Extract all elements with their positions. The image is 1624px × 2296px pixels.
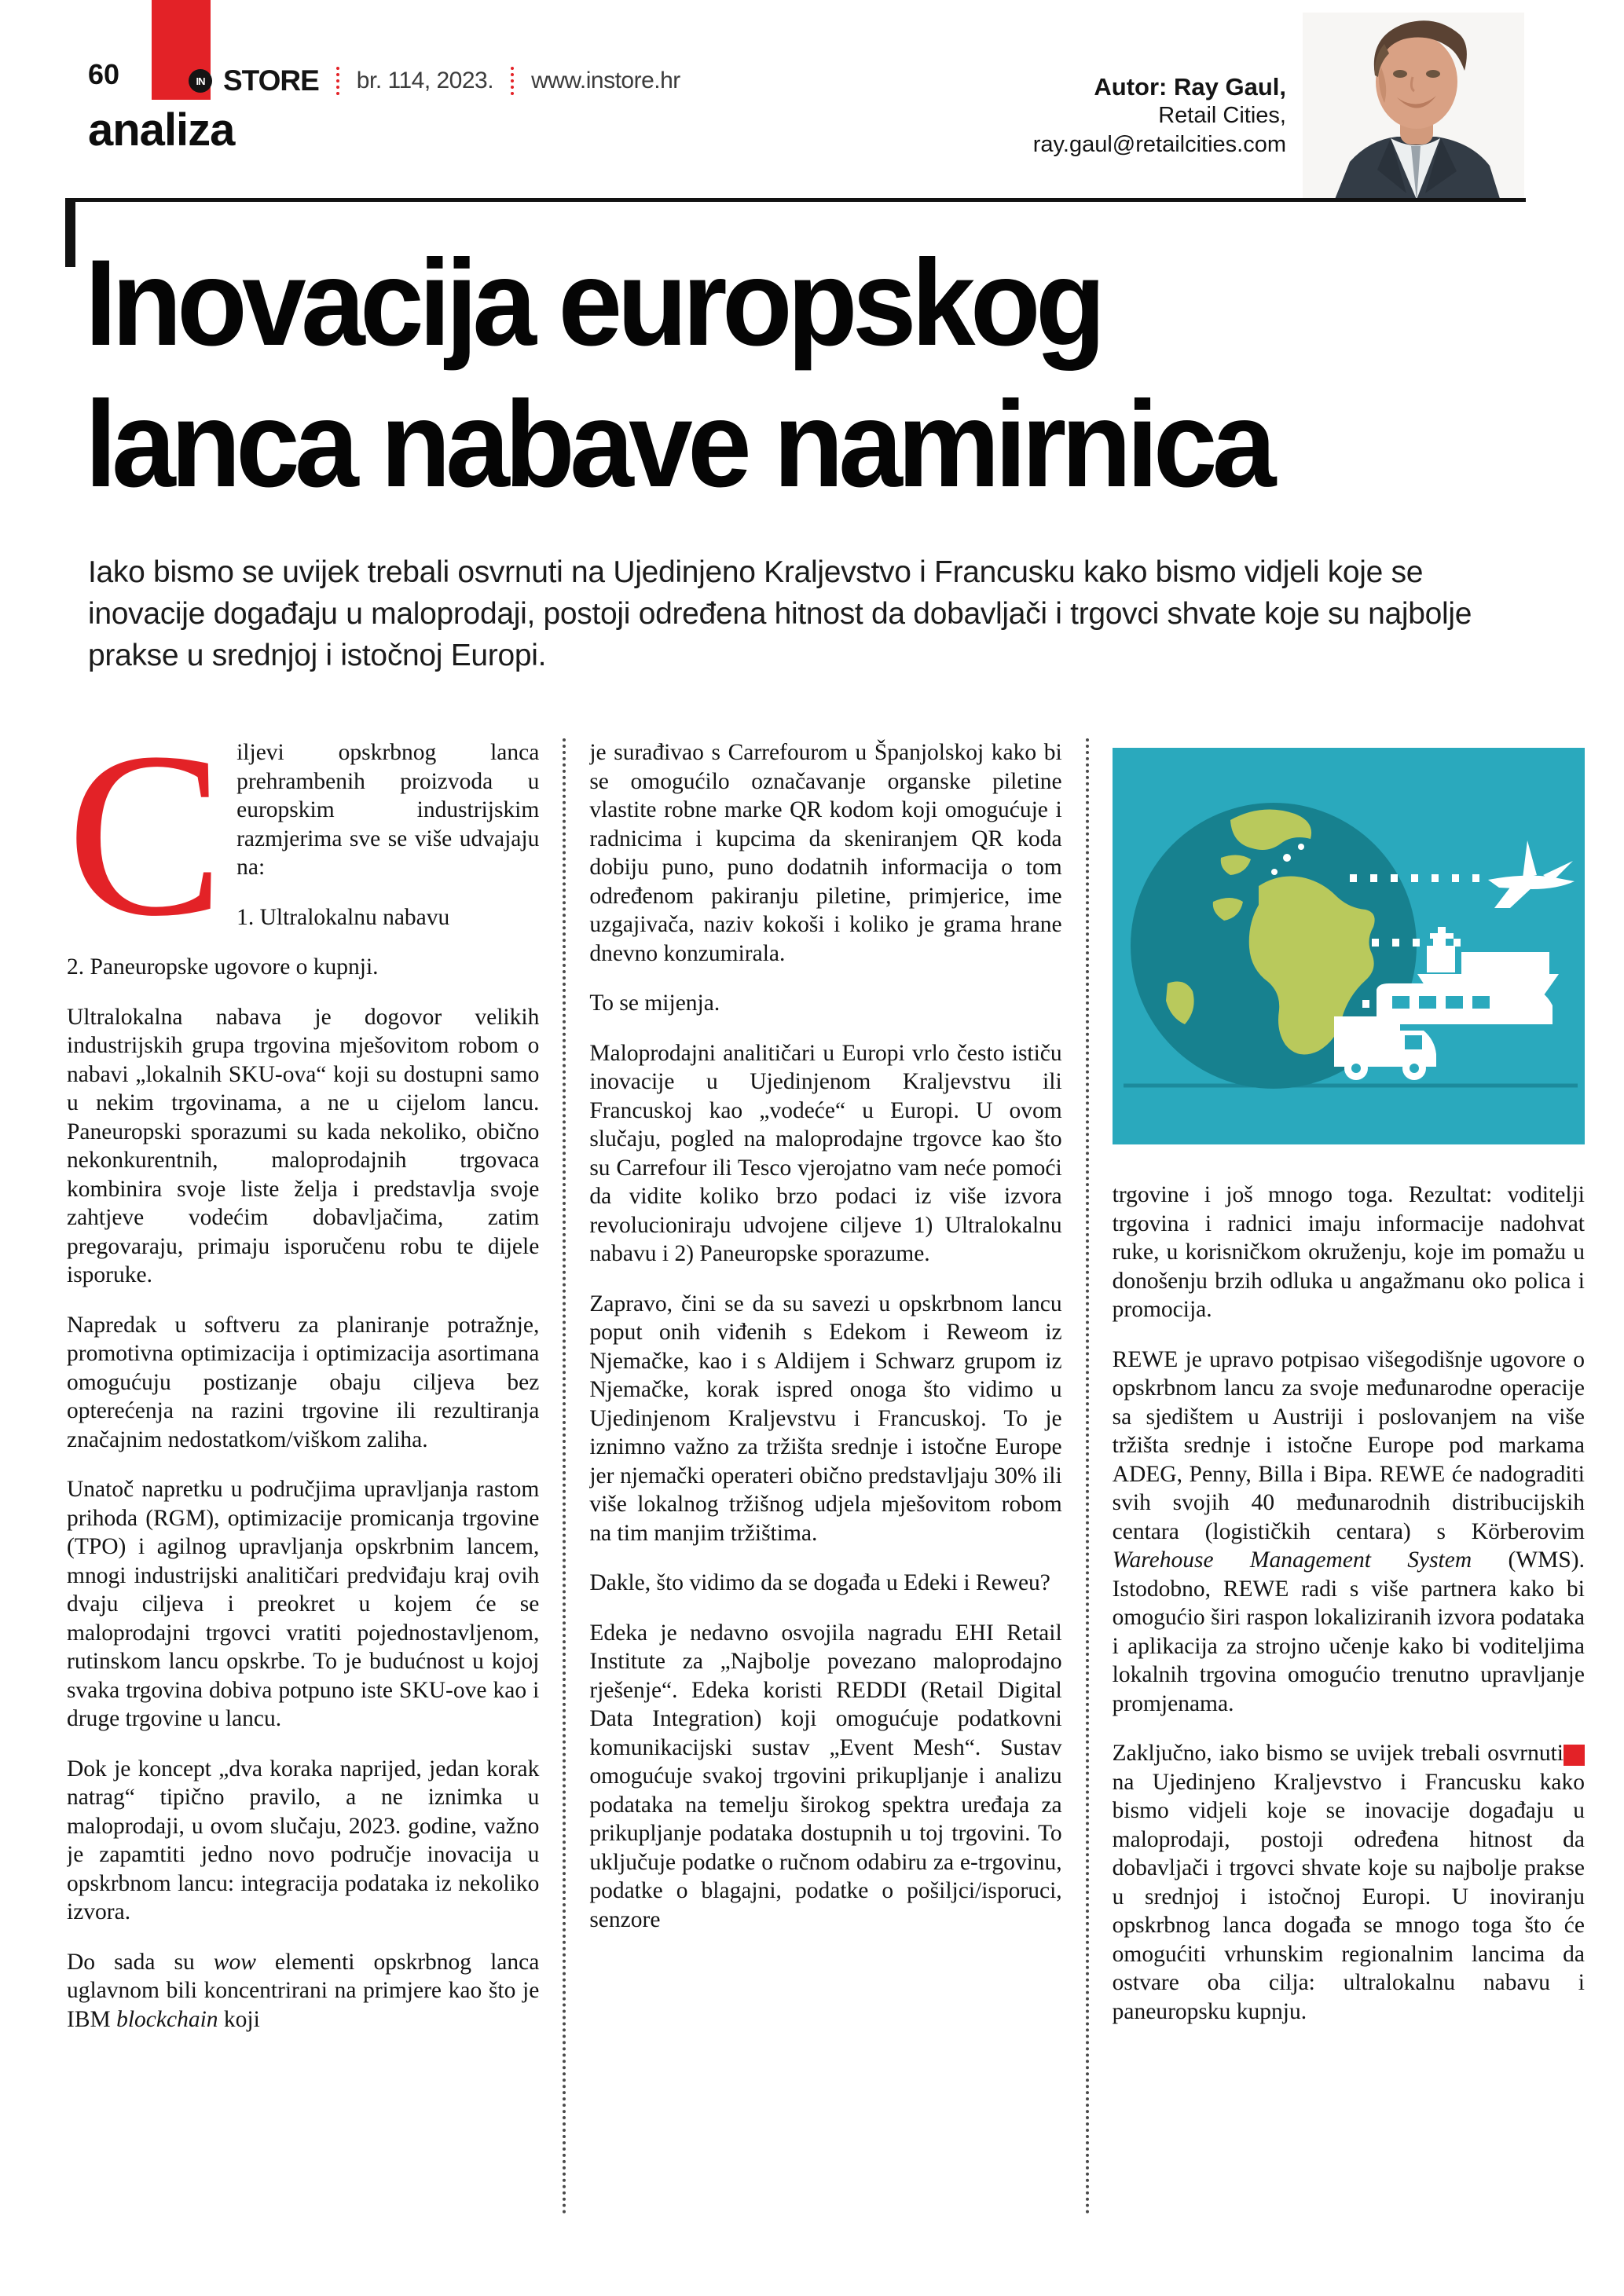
author-organization: Retail Cities, (1158, 103, 1286, 128)
article-paragraph: Do sada su wow elementi opskrbnog lanca uglavnom bili koncentrirani na primjere kao što je IBM blockchain koji (67, 1949, 540, 2032)
issue-number: br. 114, 2023. (356, 68, 494, 93)
article-paragraph: Ciljevi opskrbnog lanca prehrambenih proizvoda u europskim industrijskim razmjerima sve se više udvajaju na: (67, 738, 540, 965)
author-name: Autor: Ray Gaul, (1094, 73, 1286, 101)
headline-line-1: Inovacija europskog (85, 235, 1101, 372)
article-headline (85, 233, 1271, 515)
header-rule (67, 198, 1526, 202)
article-paragraph: Zaključno, iako bismo se uvijek trebali osvrnuti na Ujedinjeno Kraljevstvo i Francusku kako bismo vidjeli koje se inovacije događaju u maloprodaji, postoji određena hitnost da dobavljači i trgovci shvate koje su najbolje prakse u srednjoj i istočnoj Europi. U inoviranju opskrbnog lanca događa se mnogo toga što će omogućiti vrhunskim regionalnim lancima da ostvare oba cilja: ultralokalnu nabavu i paneuropsku kupnju. (1112, 1741, 1585, 2024)
article-paragraph: REWE je upravo potpisao višegodišnje ugovore o opskrbnom lancu za svoje međunarodne operacije sa sjedištem u Austriji i poslovanjem na više tržišta srednje i istočne Europe pod markama ADEG, Penny, Billa i Bipa. REWE će nadograditi svih svojih 40 međunarodnih distribucijskih centara (logističkih centara) s Körberovim Warehouse Management System (WMS). Istodobno, REWE radi s više partnera kako bi omogućio širi raspon lokaliziranih izvora podataka i aplikacija za strojno učenje kako bi voditeljima lokalnih trgovina omogućio trenutno upravljanje promjenama. (1112, 1346, 1585, 1716)
article-paragraph: Dakle, što vidimo da se događa u Edeki i Reweu? (589, 1570, 1050, 1595)
article-paragraph: Zapravo, čini se da su savezi u opskrbnom lancu poput onih viđenih s Edekom i Reweom iz Njemačke, kao i s Aldijem i Schwarz grupom iz Njemačke, korak ispred onoga što vidimo u Ujedinjenom Kraljevstvu i Francuskoj. To je iznimno važno za tržišta srednje i istočne Europe jer njemački operateri obično predstavljaju 30% ili više lokalnog tržišnog udjela mješovitom robom na tim manjim tržištima. (589, 1291, 1062, 1546)
supply-chain-illustration (1113, 748, 1585, 1144)
section-title: analiza (88, 104, 235, 156)
article-paragraph: Ultralokalna nabava je dogovor velikih industrijskih grupa trgovina mješovitom robom o nabavi „lokalnih SKU-ova“ koji su dostupni samo u nekim trgovinama, a ne u cijelom lancu. Paneuropski sporazumi su kada nekoliko, obično nekonkurentnih, maloprodajnih trgovaca kombinira svoje liste želja i predstavlja svoje zahtjeve vodećim dobavljačima, zatim pregovaraju, primaju isporučenu robu te dijele isporuke. (67, 1004, 540, 1287)
magazine-logo (189, 64, 680, 97)
article-paragraph: Maloprodajni analitičari u Europi vrlo često ističu inovacije u Ujedinjenom Kraljevstvu ili Francuskoj kao „vodeće“ u Europi. U ovom slučaju, pogled na maloprodajne trgovce kao što su Carrefour ili Tesco vjerojatno vam neće pomoći da vidite koliko brzo podaci iz više izvora revolucioniraju udvojene ciljeve 1) Ultralokalnu nabavu i 2) Paneuropske sporazume. (589, 1040, 1062, 1266)
author-email: ray.gaul@retailcities.com (1032, 132, 1286, 157)
train-icon (1377, 983, 1553, 1024)
dotted-separator-icon (336, 67, 339, 95)
article-paragraph: trgovine i još mnogo toga. Rezultat: voditelji trgovina i radnici imaju informacije nadohvat ruke, u korisničkom okruženju, koje im pomažu u donošenju brzih odluka u angažmanu oko polica i promocija. (1112, 1182, 1585, 1322)
dotted-separator-icon (511, 67, 514, 95)
article-paragraph: Napredak u softveru za planiranje potražnje, promotivna optimizacija i optimizacija asortimana omogućuju postizanje obaju ciljeva bez opterećenja na razini trgovine ili rezultiranja značajnim nedostatkom/viškom zaliha. (67, 1312, 540, 1452)
in-logo-icon: IN (189, 69, 212, 93)
article-body (67, 738, 1585, 2215)
article-paragraph: Edeka je nedavno osvojila nagradu EHI Retail Institute za „Najbolje povezano maloprodajno rješenje“. Edeka koristi REDDI (Retail Digital Data Integration) koji omogućuje podatkovni komunikacijski sustav „Event Mesh“. Sustav omogućuje svakoj trgovini prikupljanje i analizu podataka na temelju širokog spektra uređaja za prikupljanje podataka dostupnih u toj trgovini. To uključuje podatke o ručnom odabiru za e-trgovinu, podatke o blagajni, podatke o pošiljci/isporuci, senzore (589, 1620, 1062, 1932)
article-paragraph: 1. Ultralokalnu nabavu (236, 904, 450, 930)
article-paragraph: To se mijenja. (589, 991, 720, 1016)
headline-flag-mark (65, 198, 75, 267)
article-paragraph: 2. Paneuropske ugovore o kupnji. (67, 954, 379, 980)
website-url: www.instore.hr (531, 68, 680, 93)
article-paragraph: je surađivao s Carrefourom u Španjolskoj kako bi se omogućilo označavanje organske piletine vlastite robne marke QR kodom koji omogućuje i radnicima i kupcima da skeniranjem QR koda dobiju puno, puno dodatnih informacija o tom određenom pakiranju piletine, primjerice, ime uzgajivača, naziv kokoši i koliko je grama hrane dnevno konzumirala. (589, 740, 1062, 966)
author-block (1033, 72, 1286, 159)
article-lead: Iako bismo se uvijek trebali osvrnuti na Ujedinjeno Kraljevstvo i Francusku kako bismo vidjeli koje se inovacije događaju u maloprodaji, postoji određena hitnost da dobavljači i trgovci shvate koje su najbolje prakse u srednjoj i istočnoj Europi. (88, 555, 1472, 672)
article-paragraph: Dok je koncept „dva koraka naprijed, jedan korak natrag“ tipično pravilo, a ne iznimka u maloprodaji, u ovom slučaju, 2023. godine, važno je zapamtiti jedno novo područje inovacija u opskrbnom lancu: integracija podataka iz nekoliko izvora. (67, 1756, 540, 1924)
author-photo (1303, 13, 1524, 201)
page-number: 60 (88, 58, 120, 90)
end-of-article-marker (1564, 1745, 1585, 1766)
headline-line-2: lanca nabave namirnica (85, 376, 1271, 513)
article-column-3 (1113, 738, 1585, 2215)
drop-cap: C (67, 738, 225, 965)
article-column-2 (589, 738, 1088, 2215)
article-paragraph: Unatoč napretku u područjima upravljanja rastom prihoda (RGM), optimizacije promicanja trgovine (TPO) i agilnog upravljanja opskrbnim lancem, mnogi industrijski analitičari predviđaju kraj ovih dvaju ciljeva i preokret u kojem će se maloprodajni trgovci vratiti pojednostavljenom, rutinskom lancu opskrbe. To je budućnost u kojoj svaka trgovina dobiva potpuno iste SKU-ove kao i druge trgovine u lancu. (67, 1477, 540, 1731)
article-column-1 (67, 738, 566, 2215)
logo-store-text: STORE (223, 64, 319, 97)
